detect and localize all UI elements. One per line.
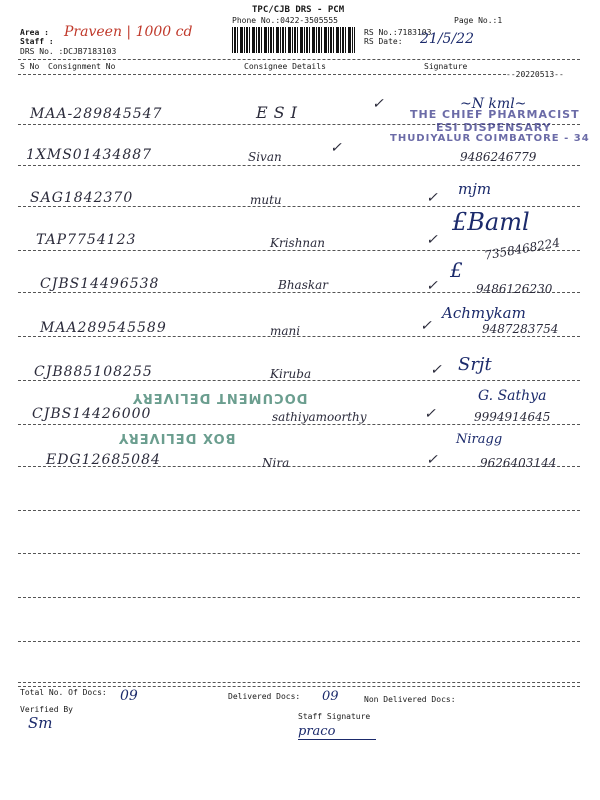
row-divider: [18, 424, 580, 425]
row-divider: [18, 597, 580, 598]
row-tick: ✓: [372, 96, 384, 112]
staff-label: Staff :: [20, 37, 54, 46]
signature-scribble: Srjt: [458, 354, 492, 375]
row-consignee: Sivan: [248, 150, 282, 164]
row-divider: [18, 165, 580, 166]
signature-scribble: G. Sathya: [478, 388, 547, 404]
row-phone: 9626403144: [480, 456, 557, 470]
row-phone: 9486126230: [476, 282, 553, 296]
row-consignee: Krishnan: [270, 236, 326, 250]
row-consignee: Bhaskar: [278, 278, 329, 292]
footer-divider: [18, 686, 580, 687]
rs-date-label: RS Date:: [364, 37, 403, 46]
row-consignment: CJBS14426000: [32, 406, 152, 422]
row-consignee: Kiruba: [270, 367, 312, 381]
row-consignment: MAA-289845547: [30, 106, 163, 122]
pharmacist-stamp-line1: THE CHIEF PHARMACIST: [410, 108, 580, 121]
row-divider: [18, 206, 580, 207]
row-consignment: CJB885108255: [34, 364, 153, 380]
row-consignee: mutu: [250, 193, 282, 207]
document-delivery-watermark: DOCUMENT DELIVERY: [132, 390, 308, 405]
row-divider: [18, 553, 580, 554]
row-divider: [18, 641, 580, 642]
area-label: Area :: [20, 28, 49, 37]
page-number: Page No.:1: [454, 16, 503, 25]
col-consignment: Consignment No: [48, 62, 116, 71]
col-consignee: Consignee Details: [244, 62, 326, 71]
row-consignee: sathiyamoorthy: [272, 410, 367, 424]
row-phone: 9994914645: [474, 410, 551, 424]
form-title: TPC/CJB DRS - PCM: [252, 5, 345, 15]
staff-signature-label: Staff Signature: [298, 712, 371, 721]
row-consignment: 1XMS01434887: [26, 147, 153, 163]
row-consignee: mani: [270, 324, 301, 338]
row-consignee: ESI: [256, 103, 303, 122]
row-consignment: SAG1842370: [30, 190, 134, 206]
signature-scribble: ~N kml~: [460, 96, 527, 112]
header-divider-bottom: [18, 74, 506, 75]
drs-number: DRS No. :DCJB7183103: [20, 47, 117, 56]
signature-scribble: Niragg: [456, 432, 503, 447]
row-tick: ✓: [420, 318, 432, 334]
row-consignee: Nira: [262, 456, 290, 470]
verifier-signature: Sm: [28, 714, 53, 732]
rs-date-handwritten: 21/5/22: [420, 31, 474, 47]
row-tick: ✓: [426, 278, 438, 294]
row-divider: [18, 510, 580, 511]
row-consignment: CJBS14496538: [40, 276, 160, 292]
total-docs-value: 09: [120, 688, 138, 704]
verified-by-label: Verified By: [20, 705, 73, 714]
row-consignment: TAP7754123: [36, 232, 137, 248]
row-tick: ✓: [330, 140, 342, 156]
phone-number: Phone No.:0422-3505555: [232, 16, 338, 25]
box-delivery-watermark: BOX DELIVERY: [118, 430, 236, 445]
row-phone: 9486246779: [460, 150, 537, 164]
staff-signature: praco: [298, 724, 376, 740]
row-tick: ✓: [424, 406, 436, 422]
staff-handwritten-name: Praveen | 1000 cd: [64, 24, 193, 40]
col-signature: Signature: [424, 62, 468, 71]
row-tick: ✓: [430, 362, 442, 378]
signature-scribble: Achmykam: [442, 304, 526, 322]
row-tick: ✓: [426, 452, 438, 468]
signature-scribble: £Baml: [452, 208, 530, 236]
header-divider-top: [18, 59, 580, 60]
date-code: --20220513--: [506, 70, 564, 79]
signature-scribble: mjm: [458, 180, 492, 198]
row-tick: ✓: [426, 190, 438, 206]
row-phone: 9487283754: [482, 322, 559, 336]
delivered-docs-value: 09: [322, 689, 339, 704]
row-consignment: MAA289545589: [40, 320, 167, 336]
non-delivered-docs-label: Non Delivered Docs:: [364, 695, 456, 704]
row-divider: [18, 682, 580, 683]
row-consignment: EDG12685084: [46, 452, 161, 468]
row-phone: 7358468224: [483, 235, 561, 263]
rs-number: RS No.:7183103: [364, 28, 432, 37]
barcode: [232, 27, 355, 53]
total-docs-label: Total No. Of Docs:: [20, 688, 107, 697]
signature-scribble: £: [450, 258, 463, 282]
pharmacist-stamp-line3: THUDIYALUR COIMBATORE - 34: [390, 133, 590, 144]
row-tick: ✓: [426, 232, 438, 248]
delivered-docs-label: Delivered Docs:: [228, 692, 301, 701]
pharmacist-stamp-line2: ESI DISPENSARY: [436, 121, 552, 134]
col-sno: S No: [20, 62, 40, 71]
